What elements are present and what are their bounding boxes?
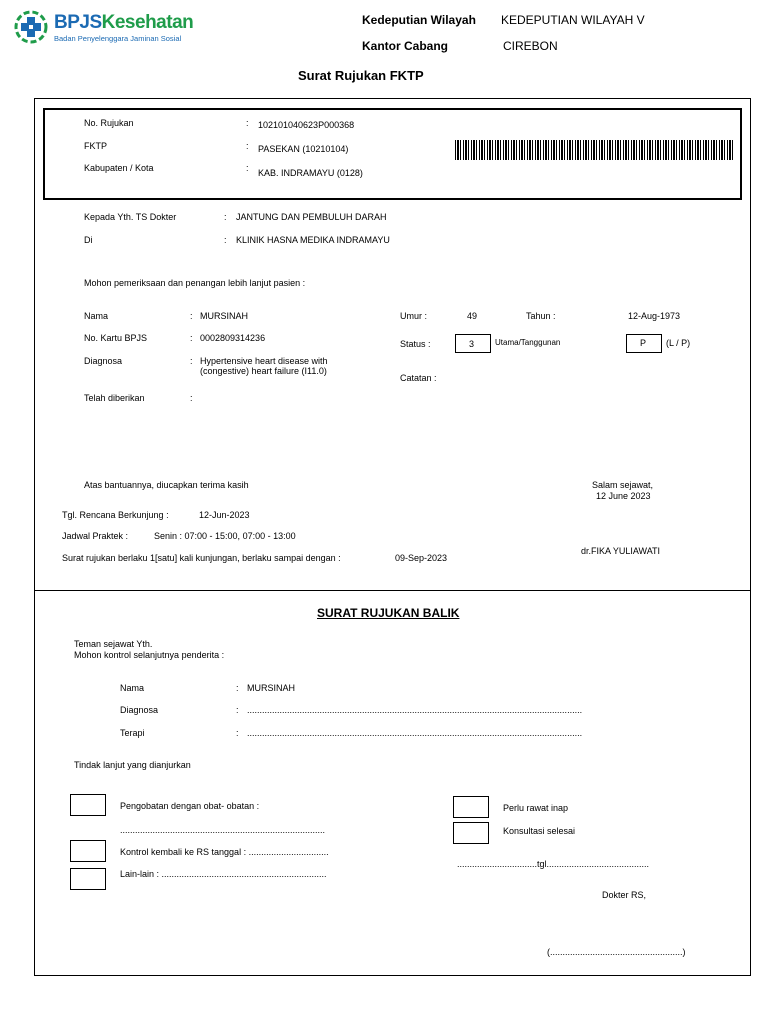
opt-lain-label: Lain-lain : .................................................................. (120, 869, 327, 879)
signature-date: 12 June 2023 (596, 491, 651, 501)
barcode (455, 140, 733, 160)
cabang-label: Kantor Cabang (362, 39, 449, 53)
di-value: KLINIK HASNA MEDIKA INDRAMAYU (236, 235, 390, 245)
balik-title: SURAT RUJUKAN BALIK (317, 606, 460, 620)
checkbox-kontrol[interactable] (70, 840, 106, 862)
colon: : (190, 393, 193, 403)
no-rujukan-value: 102101040623P000368 (258, 120, 355, 130)
fktp-value: PASEKAN (10210104) (258, 144, 349, 154)
thanks-text: Atas bantuannya, diucapkan terima kasih (84, 480, 249, 490)
kabupaten-label: Kabupaten / Kota (84, 163, 154, 173)
colon: : (236, 683, 239, 693)
teman-text: Teman sejawat Yth. (74, 639, 153, 649)
telah-label: Telah diberikan (84, 393, 145, 403)
no-rujukan-label: No. Rujukan (84, 118, 134, 128)
signature-line[interactable]: (.....................................................) (547, 947, 686, 957)
diagnosa-line-1: Hypertensive heart disease with (200, 356, 328, 366)
tahun-value: 12-Aug-1973 (628, 311, 681, 321)
rencana-value: 12-Jun-2023 (199, 510, 250, 520)
balik-terapi-dots[interactable]: ...................................................................................................................................... (247, 728, 583, 738)
opt-obat-dots[interactable]: .................................................................................. (120, 825, 326, 835)
colon: : (190, 333, 193, 343)
colon: : (224, 212, 227, 222)
gender-value: P (640, 338, 647, 348)
colon: : (236, 728, 239, 738)
opt-konsul-label: Konsultasi selesai (503, 826, 576, 836)
colon: : (236, 705, 239, 715)
checkbox-lain[interactable] (70, 868, 106, 890)
kepada-label: Kepada Yth. TS Dokter (84, 212, 177, 222)
wilayah-label: Kedeputian Wilayah (362, 13, 476, 27)
tahun-label: Tahun : (526, 311, 556, 321)
doctor-name: dr.FIKA YULIAWATI (581, 546, 661, 556)
balik-diagnosa-dots[interactable]: ...................................................................................................................................... (247, 705, 583, 715)
mohon-text: Mohon pemeriksaan dan penangan lebih lanjut pasien : (84, 278, 306, 288)
status-label: Status : (400, 339, 431, 349)
wilayah-value: KEDEPUTIAN WILAYAH V (501, 13, 645, 27)
kepada-value: JANTUNG DAN PEMBULUH DARAH (236, 212, 387, 222)
form-frame (34, 98, 751, 976)
balik-mohon-text: Mohon kontrol selanjutnya penderita : (74, 650, 225, 660)
balik-nama-label: Nama (120, 683, 145, 693)
tgl-line[interactable]: ................................tgl......................................... (457, 859, 650, 869)
tindak-text: Tindak lanjut yang dianjurkan (74, 760, 191, 770)
checkbox-konsultasi[interactable] (453, 822, 489, 844)
bpjs-logo (14, 10, 204, 46)
diagnosa-label: Diagnosa (84, 356, 123, 366)
page-title: Surat Rujukan FKTP (298, 68, 424, 83)
colon: : (190, 356, 193, 366)
section-divider (34, 590, 751, 591)
colon: : (190, 311, 193, 321)
colon: : (224, 235, 227, 245)
bpjs-emblem-icon (14, 10, 48, 44)
logo-subtitle: Badan Penyelenggara Jaminan Sosial (54, 34, 182, 43)
salam-text: Salam sejawat, (592, 480, 654, 490)
opt-kontrol-label: Kontrol kembali ke RS tanggal : ................................ (120, 847, 329, 857)
nama-label: Nama (84, 311, 109, 321)
kartu-label: No. Kartu BPJS (84, 333, 148, 343)
catatan-label: Catatan : (400, 373, 437, 383)
fktp-label: FKTP (84, 141, 108, 151)
berlaku-text: Surat rujukan berlaku 1[satu] kali kunjungan, berlaku sampai dengan : (62, 553, 341, 563)
balik-diagnosa-label: Diagnosa (120, 705, 159, 715)
checkbox-obat[interactable] (70, 794, 106, 816)
di-label: Di (84, 235, 93, 245)
colon: : (246, 163, 249, 173)
kabupaten-value: KAB. INDRAMAYU (0128) (258, 168, 363, 178)
jadwal-value: Senin : 07:00 - 15:00, 07:00 - 13:00 (154, 531, 296, 541)
status-desc: Utama/Tanggunan (495, 338, 561, 347)
checkbox-rawat-inap[interactable] (453, 796, 489, 818)
logo-text: BPJSKesehatan (54, 12, 194, 33)
colon: : (246, 118, 249, 128)
opt-rawat-label: Perlu rawat inap (503, 803, 569, 813)
nama-value: MURSINAH (200, 311, 249, 321)
cabang-value: CIREBON (503, 39, 558, 53)
balik-nama-value: MURSINAH (247, 683, 296, 693)
status-value: 3 (469, 339, 475, 349)
opt-obat-label: Pengobatan dengan obat- obatan : (120, 801, 260, 811)
diagnosa-line-2: (congestive) heart failure (I11.0) (200, 366, 327, 376)
gender-desc: (L / P) (666, 338, 691, 348)
umur-label: Umur : (400, 311, 427, 321)
dokter-rs-label: Dokter RS, (602, 890, 647, 900)
berlaku-date: 09-Sep-2023 (395, 553, 448, 563)
colon: : (246, 141, 249, 151)
balik-terapi-label: Terapi (120, 728, 145, 738)
rencana-label: Tgl. Rencana Berkunjung : (62, 510, 169, 520)
jadwal-label: Jadwal Praktek : (62, 531, 129, 541)
kartu-value: 0002809314236 (200, 333, 266, 343)
umur-value: 49 (467, 311, 478, 321)
